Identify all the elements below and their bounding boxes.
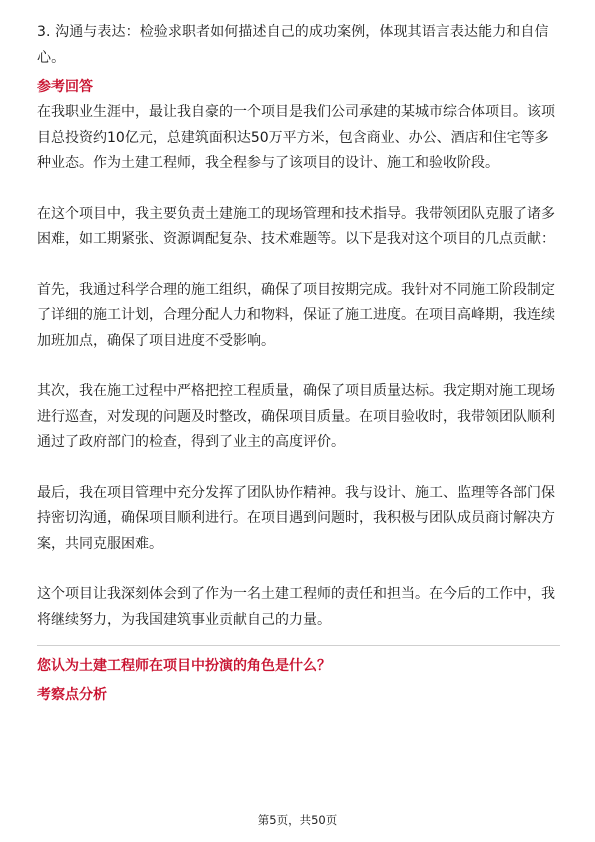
paragraph-5: 最后，我在项目管理中充分发挥了团队协作精神。我与设计、施工、监理等各部门保持密切沟通，确保项目顺利进行。在项目遇到问题时，我积极与团队成员商讨解决方案，共同克服困难。	[37, 484, 555, 552]
paragraph-1: 在我职业生涯中，最让我自豪的一个项目是我们公司承建的某城市综合体项目。该项目总投资约10亿元，总建筑面积达50万平方米，包含商业、办公、酒店和住宅等多种业态。作为土建工程师，我全程参与了该项目的设计、施工和验收阶段。	[37, 104, 555, 171]
paragraph-2: 在这个项目中，我主要负责土建施工的现场管理和技术指导。我带领团队克服了诸多困难，如工期紧张、资源调配复杂、技术难题等。以下是我对这个项目的几点贡献：	[37, 205, 555, 247]
paragraph-4: 其次，我在施工过程中严格把控工程质量，确保了项目质量达标。我定期对施工现场进行巡查，对发现的问题及时整改，确保项目质量。在项目验收时，我带领团队顺利通过了政府部门的检查，得到了业主的高度评价。	[37, 383, 555, 450]
document-page	[37, 20, 560, 708]
page-footer: 第5页，共50页	[257, 813, 338, 827]
analysis-title: 考察点分析	[37, 687, 107, 703]
paragraph-gap	[37, 456, 560, 481]
intro-item: 3. 沟通与表达：检验求职者如何描述自己的成功案例，体现其语言表达能力和自信心。	[37, 24, 549, 66]
next-question-title: 您认为土建工程师在项目中扮演的角色是什么？	[37, 658, 331, 674]
paragraph-6: 这个项目让我深刻体会到了作为一名土建工程师的责任和担当。在今后的工作中，我将继续努力，为我国建筑事业贡献自己的力量。	[37, 586, 555, 628]
paragraph-gap	[37, 557, 560, 582]
paragraph-gap	[37, 177, 560, 202]
paragraph-gap	[37, 253, 560, 278]
paragraph-3: 首先，我通过科学合理的施工组织，确保了项目按期完成。我针对不同施工阶段制定了详细的施工计划，合理分配人力和物料，保证了施工进度。在项目高峰期，我连续加班加点，确保了项目进度不受影响。	[37, 281, 555, 349]
section-divider	[37, 645, 560, 646]
reference-answer-title: 参考回答	[37, 79, 93, 95]
paragraph-gap	[37, 354, 560, 379]
